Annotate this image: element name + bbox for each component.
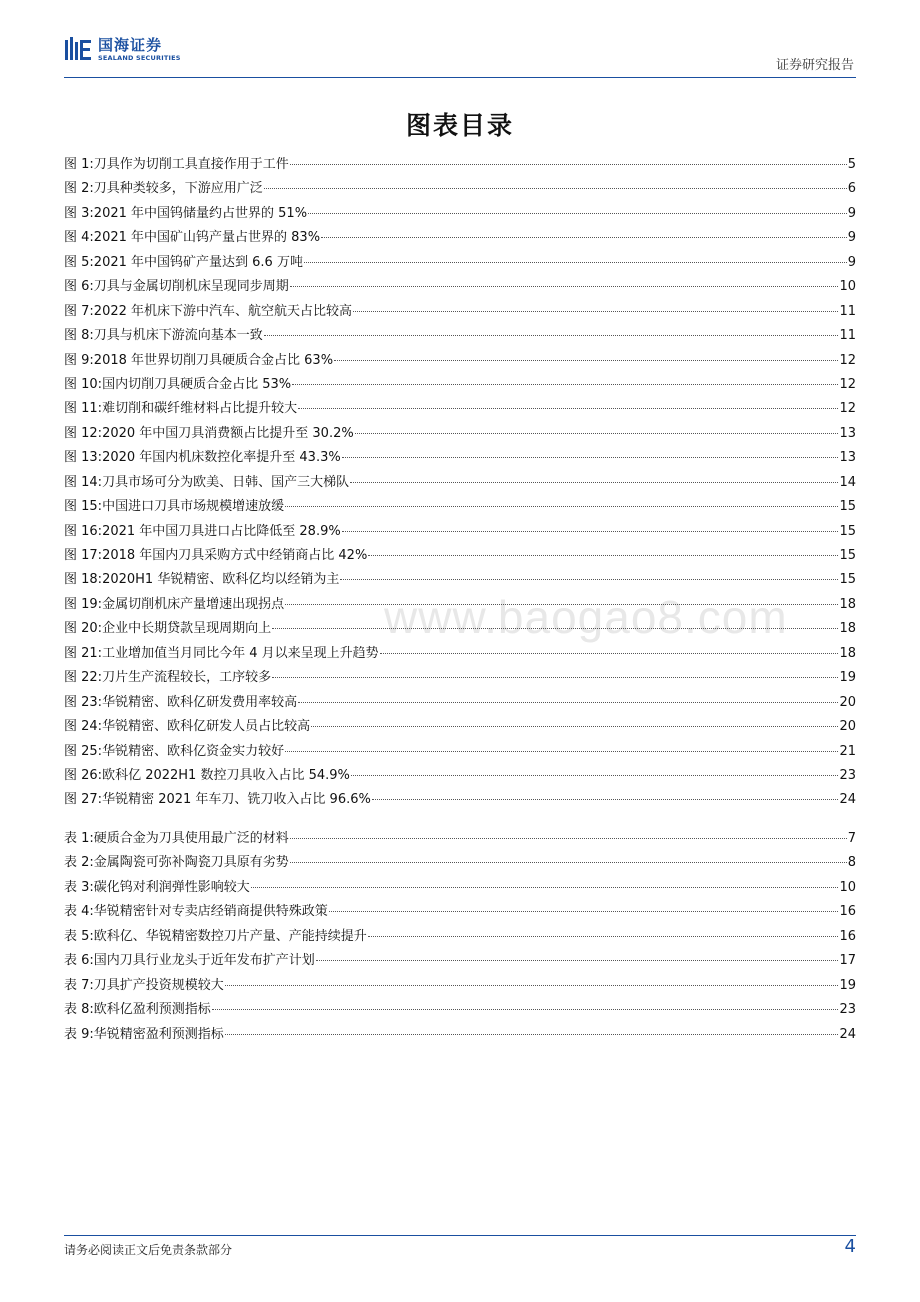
entry-page: 17 [839, 953, 856, 969]
header-divider [64, 77, 856, 78]
entry-label: 图 21: [64, 645, 103, 661]
figure-entry[interactable] [64, 226, 856, 250]
dot-leader [355, 433, 839, 434]
entry-label: 图 8: [64, 328, 94, 344]
figure-entry[interactable] [64, 520, 856, 544]
entry-label: 图 2: [64, 181, 94, 197]
entry-page: 5 [847, 157, 856, 172]
entry-label: 图 6: [64, 279, 94, 295]
figure-entry[interactable] [64, 666, 856, 690]
dot-leader [285, 751, 838, 752]
entry-title: 2020 年国内机床数控化率提升至 43.3% [102, 450, 341, 466]
dot-leader [290, 164, 847, 165]
entry-label: 表 9: [64, 1026, 94, 1042]
footer-disclaimer: 请务必阅读正文后免责条款部分 [64, 1243, 233, 1257]
dot-leader [311, 726, 838, 727]
dot-leader [292, 384, 838, 385]
figure-entry[interactable] [64, 593, 856, 617]
dot-leader [368, 555, 838, 556]
entry-page: 15 [839, 499, 856, 515]
entry-title: 工业增加值当月同比今年 4 月以来呈现上升趋势 [102, 645, 379, 661]
figure-entry[interactable] [64, 300, 856, 324]
entry-label: 图 3: [64, 205, 94, 221]
entry-page: 10 [839, 879, 856, 895]
figure-entry[interactable] [64, 691, 856, 715]
page-title: 图表目录 [405, 111, 514, 140]
entry-title: 2021 年中国钨矿产量达到 6.6 万吨 [93, 254, 303, 270]
entry-title: 2022 年机床下游中汽车、航空航天占比较高 [93, 303, 353, 319]
figure-entry[interactable] [64, 715, 856, 739]
dot-leader [340, 579, 838, 580]
figure-entry[interactable] [64, 617, 856, 641]
entry-title: 华锐精密、欧科亿研发费用率较高 [102, 694, 298, 710]
entry-page: 10 [839, 279, 856, 295]
entry-label: 图 19: [64, 596, 103, 612]
page-number: 4 [844, 1236, 856, 1257]
entry-title: 2021 年中国钨储量约占世界的 51% [93, 205, 308, 221]
dot-leader [372, 799, 839, 800]
entry-label: 表 8: [64, 1002, 94, 1018]
entry-label: 图 12: [64, 425, 103, 441]
entry-title: 国内刀具行业龙头于近年发布扩产计划 [93, 953, 315, 969]
dot-leader [334, 360, 838, 361]
figure-entry[interactable] [64, 642, 856, 666]
entry-title: 华锐精密 2021 年车刀、铣刀收入占比 96.6% [102, 792, 371, 808]
table-list [64, 827, 856, 1047]
entry-page: 23 [839, 1002, 856, 1018]
entry-label: 图 20: [64, 621, 103, 637]
dot-leader [380, 653, 839, 654]
entry-label: 图 5: [64, 254, 94, 270]
dot-leader [272, 677, 838, 678]
dot-leader [316, 960, 839, 961]
entry-title: 2018 年国内刀具采购方式中经销商占比 42% [102, 548, 368, 563]
entry-page: 11 [839, 303, 856, 319]
dot-leader [264, 188, 847, 189]
entry-label: 表 3: [64, 879, 94, 895]
dot-leader [321, 237, 847, 238]
entry-label: 表 1: [64, 831, 94, 846]
figure-entry[interactable] [64, 153, 856, 177]
figure-entry[interactable] [64, 740, 856, 764]
entry-title: 刀片生产流程较长，工序较多 [102, 670, 272, 686]
entry-label: 图 27: [64, 792, 103, 808]
entry-page: 20 [839, 694, 856, 710]
entry-label: 图 13: [64, 450, 103, 466]
entry-label: 图 24: [64, 719, 103, 735]
figure-entry[interactable] [64, 202, 856, 226]
entry-title: 刀具扩产投资规模较大 [93, 977, 224, 993]
entry-page: 9 [847, 254, 856, 270]
table-entry[interactable] [64, 925, 856, 949]
footer-divider [64, 1235, 856, 1236]
entry-page: 16 [839, 904, 856, 920]
dot-leader [272, 628, 838, 629]
page-header [64, 36, 856, 76]
company-logo [64, 36, 181, 62]
dot-leader [225, 985, 839, 986]
entry-page: 6 [847, 181, 856, 197]
entry-page: 24 [839, 792, 856, 808]
entry-title: 2021 年中国刀具进口占比降低至 28.9% [102, 523, 341, 539]
dot-leader [342, 531, 839, 532]
table-entry[interactable] [64, 827, 856, 851]
dot-leader [225, 1034, 839, 1035]
entry-page: 8 [847, 855, 856, 871]
entry-page: 15 [839, 572, 856, 588]
entry-label: 图 9: [64, 352, 94, 368]
entry-page: 15 [839, 523, 856, 539]
entry-label: 图 26: [64, 767, 103, 783]
dot-leader [212, 1009, 839, 1010]
entry-page: 15 [839, 548, 856, 563]
entry-label: 表 2: [64, 855, 94, 871]
figure-entry[interactable] [64, 251, 856, 275]
figure-entry[interactable] [64, 471, 856, 495]
figure-entry[interactable] [64, 788, 856, 812]
entry-title: 刀具种类较多，下游应用广泛 [93, 181, 263, 197]
entry-page: 9 [847, 205, 856, 221]
table-entry[interactable] [64, 949, 856, 973]
entry-label: 图 23: [64, 694, 103, 710]
entry-title: 金属陶瓷可弥补陶瓷刀具原有劣势 [93, 855, 289, 871]
dot-leader [298, 702, 838, 703]
figure-entry[interactable] [64, 568, 856, 592]
entry-page: 18 [839, 596, 856, 612]
entry-page: 19 [839, 977, 856, 993]
dot-leader [290, 838, 847, 839]
entry-title: 2020H1 华锐精密、欧科亿均以经销为主 [102, 572, 340, 588]
entry-page: 9 [847, 230, 856, 246]
entry-page: 12 [839, 376, 856, 392]
table-entry[interactable] [64, 974, 856, 998]
figure-entry[interactable] [64, 764, 856, 788]
entry-page: 12 [839, 401, 856, 417]
document-type: 证券研究报告 [775, 58, 854, 73]
figure-entry[interactable] [64, 544, 856, 568]
entry-page: 12 [839, 352, 856, 368]
dot-leader [351, 775, 839, 776]
figure-entry[interactable] [64, 349, 856, 373]
entry-label: 表 6: [64, 953, 94, 969]
entry-title: 华锐精密、欧科亿资金实力较好 [102, 743, 285, 759]
dot-leader [251, 887, 839, 888]
entry-page: 19 [839, 670, 856, 686]
figure-list [64, 153, 856, 813]
entry-label: 图 1: [64, 157, 94, 172]
entry-label: 图 15: [64, 499, 103, 515]
entry-title: 华锐精密盈利预测指标 [93, 1026, 224, 1042]
entry-label: 图 4: [64, 230, 94, 246]
entry-title: 2018 年世界切削刀具硬质合金占比 63% [93, 352, 334, 368]
watermark: www.baogao8.com [384, 591, 788, 643]
entry-title: 华锐精密针对专卖店经销商提供特殊政策 [93, 904, 328, 920]
entry-title: 华锐精密、欧科亿研发人员占比较高 [102, 719, 311, 735]
entry-page: 23 [839, 767, 856, 783]
table-entry[interactable] [64, 998, 856, 1022]
entry-title: 刀具市场可分为欧美、日韩、国产三大梯队 [102, 474, 350, 490]
figure-entry[interactable] [64, 446, 856, 470]
entry-label: 图 18: [64, 572, 103, 588]
entry-title: 硬质合金为刀具使用最广泛的材料 [93, 831, 289, 846]
figure-entry[interactable] [64, 422, 856, 446]
dot-leader [285, 604, 838, 605]
dot-leader [290, 862, 847, 863]
table-entry[interactable] [64, 1023, 856, 1047]
figure-entry[interactable] [64, 275, 856, 299]
entry-title: 碳化钨对利润弹性影响较大 [93, 879, 250, 895]
table-entry[interactable] [64, 876, 856, 900]
figure-entry[interactable] [64, 324, 856, 348]
entry-title: 中国进口刀具市场规模增速放缓 [102, 499, 285, 515]
figure-entry[interactable] [64, 177, 856, 201]
dot-leader [350, 482, 838, 483]
dot-leader [264, 335, 839, 336]
logo-chinese-name: 国海证券 [98, 35, 163, 54]
entry-title: 欧科亿、华锐精密数控刀片产量、产能持续提升 [93, 928, 367, 944]
entry-label: 图 7: [64, 303, 94, 319]
dot-leader [298, 408, 838, 409]
entry-label: 图 17: [64, 548, 103, 563]
entry-title: 刀具与金属切削机床呈现同步周期 [93, 279, 289, 295]
dot-leader [353, 311, 838, 312]
entry-page: 24 [839, 1026, 856, 1042]
logo-icon [64, 36, 92, 62]
figure-entry[interactable] [64, 373, 856, 397]
entry-page: 18 [839, 621, 856, 637]
entry-label: 图 16: [64, 523, 103, 539]
table-entry[interactable] [64, 851, 856, 875]
entry-label: 图 14: [64, 474, 103, 490]
dot-leader [308, 213, 847, 214]
entry-label: 表 5: [64, 928, 94, 944]
logo-english-name: SEALAND SECURITIES [98, 53, 181, 62]
entry-title: 国内切削刀具硬质合金占比 53% [102, 376, 292, 392]
entry-title: 欧科亿盈利预测指标 [93, 1002, 211, 1018]
dot-leader [342, 457, 839, 458]
entry-title: 难切削和碳纤维材料占比提升较大 [102, 401, 298, 417]
entry-page: 14 [839, 474, 856, 490]
entry-page: 13 [839, 425, 856, 441]
entry-title: 欧科亿 2022H1 数控刀具收入占比 54.9% [102, 767, 350, 783]
entry-label: 表 7: [64, 977, 94, 993]
entry-label: 图 10: [64, 376, 103, 392]
entry-title: 企业中长期贷款呈现周期向上 [102, 621, 272, 637]
figure-entry[interactable] [64, 397, 856, 421]
entry-title: 2021 年中国矿山钨产量占世界的 83% [93, 230, 321, 246]
table-entry[interactable] [64, 900, 856, 924]
dot-leader [329, 911, 839, 912]
entry-title: 金属切削机床产量增速出现拐点 [102, 596, 285, 612]
figure-entry[interactable] [64, 495, 856, 519]
dot-leader [285, 506, 838, 507]
dot-leader [304, 262, 847, 263]
entry-title: 2020 年中国刀具消费额占比提升至 30.2% [102, 425, 354, 441]
entry-label: 图 11: [64, 401, 103, 417]
entry-page: 7 [847, 831, 856, 846]
entry-page: 11 [839, 328, 856, 344]
dot-leader [368, 936, 839, 937]
entry-label: 图 25: [64, 743, 103, 759]
entry-page: 13 [839, 450, 856, 466]
dot-leader [290, 286, 839, 287]
entry-label: 图 22: [64, 670, 103, 686]
entry-page: 18 [839, 645, 856, 661]
entry-label: 表 4: [64, 904, 94, 920]
entry-page: 21 [839, 743, 856, 759]
entry-page: 16 [839, 928, 856, 944]
entry-page: 20 [839, 719, 856, 735]
entry-title: 刀具作为切削工具直接作用于工件 [93, 157, 289, 172]
entry-title: 刀具与机床下游流向基本一致 [93, 328, 263, 344]
